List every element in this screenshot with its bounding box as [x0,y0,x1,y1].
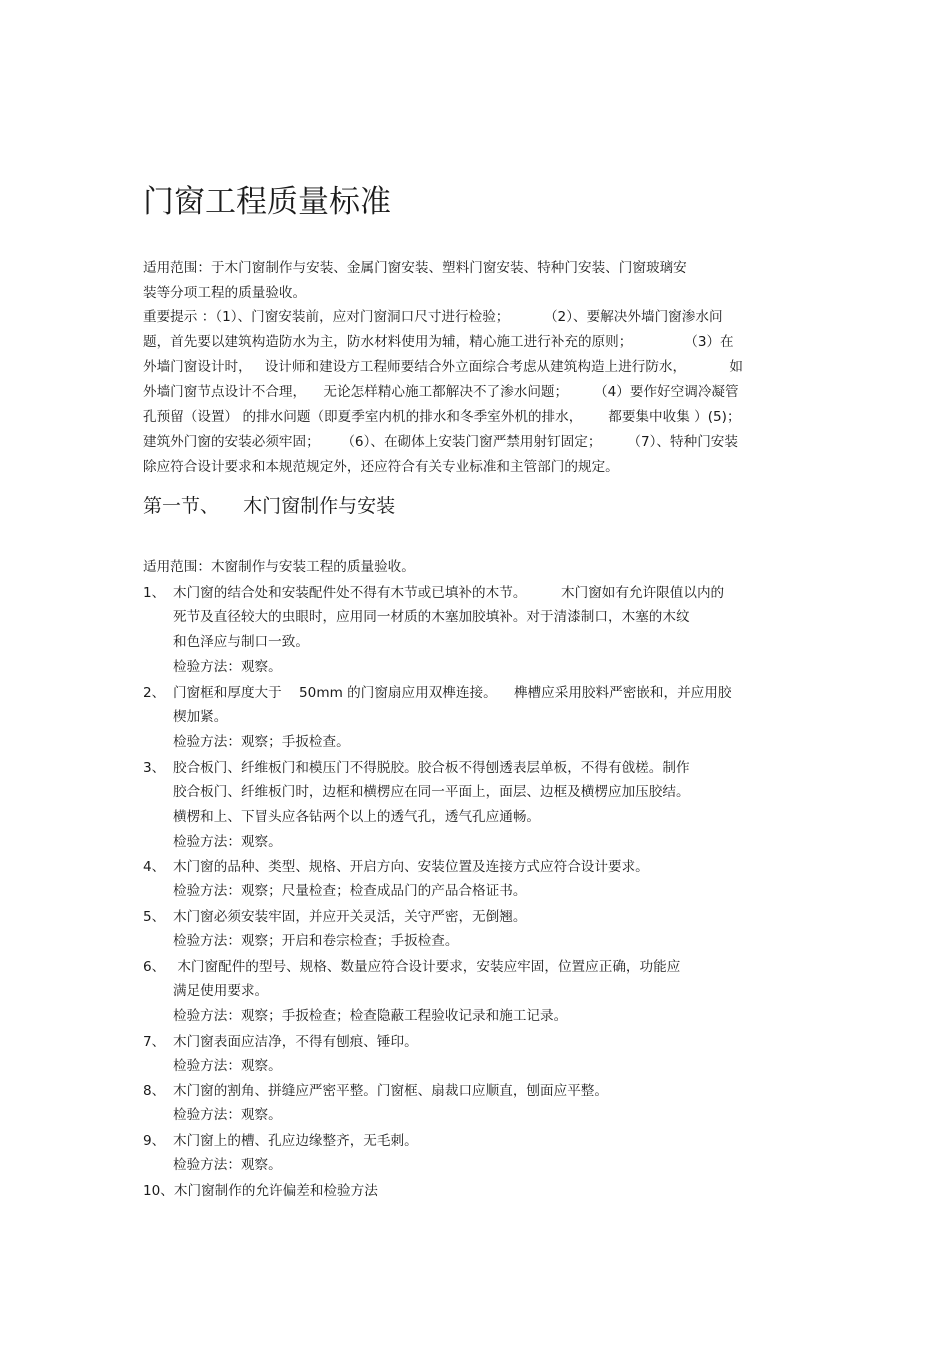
item-line: 木门窗的结合处和安装配件处不得有木节或已填补的木节。 木门窗如有允许限值以内的 [173,585,725,601]
tips-line: 重要提示 ：（1）、门窗安装前，应对门窗洞口尺寸进行检验； （2）、要解决外墙门窗渗水问 [143,309,723,325]
item-line: 木门窗必须安装牢固，并应开关灵活，关守严密，无倒翘。 [173,909,527,925]
tips-line: 外墙门窗设计时， 设计师和建设方工程师要结合外立面综合考虑从建筑构造上进行防水， 如 [143,359,743,375]
item-line: 检验方法：观察；开启和卷宗检查；手扳检查。 [173,933,459,949]
item-number: 4、 [143,859,166,875]
item-line: 检验方法：观察；尺量检查；检查成品门的产品合格证书。 [173,883,527,899]
page-title: 门窗工程质量标准 [143,184,391,220]
tips-line: 孔预留（设置） 的排水问题（即夏季室内机的排水和冬季室外机的排水， 都要集中收集 ）(5)； [143,409,741,425]
section-scope: 适用范围：木窗制作与安装工程的质量验收。 [143,559,415,575]
item-number: 6、 [143,959,166,975]
tips-line: 建筑外门窗的安装必须牢固； （6）、在砌体上安装门窗严禁用射钉固定； （7）、特种门安装 [143,434,738,450]
scope-line: 适用范围：于木门窗制作与安装、金属门窗安装、塑料门窗安装、特种门安装、门窗玻璃安 [143,260,687,276]
item-line: 楔加紧。 [173,709,228,725]
item-line: 检验方法：观察；手扳检查；检查隐蔽工程验收记录和施工记录。 [173,1008,568,1024]
tips-line: 题，首先要以建筑构造防水为主，防水材料使用为辅，精心施工进行补充的原则； （3）在 [143,334,734,350]
tips-line: 除应符合设计要求和本规范规定外，还应符合有关专业标准和主管部门的规定。 [143,459,619,475]
item-line: 木门窗的割角、拼缝应严密平整。门窗框、扇裁口应顺直，刨面应平整。 [173,1083,608,1099]
item-number: 9、 [143,1133,166,1149]
item-line: 胶合板门、纤维板门和模压门不得脱胶。胶合板不得刨透表层单板，不得有戗槎。制作 [173,760,690,776]
item-line: 检验方法：观察。 [173,1107,282,1123]
item-number: 2、 [143,685,166,701]
item-line: 横楞和上、下冒头应各钻两个以上的透气孔，透气孔应通畅。 [173,809,541,825]
item-number: 7、 [143,1034,166,1050]
item-line: 木门窗的品种、类型、规格、开启方向、安装位置及连接方式应符合设计要求。 [173,859,649,875]
item-line: 死节及直径较大的虫眼时，应用同一材质的木塞加胶填补。对于清漆制口，木塞的木纹 [173,609,690,625]
item-number: 8、 [143,1083,166,1099]
item-line: 木门窗上的槽、孔应边缘整齐，无毛刺。 [173,1133,418,1149]
item-line: 胶合板门、纤维板门时，边框和横楞应在同一平面上，面层、边框及横楞应加压胶结。 [173,784,690,800]
item-number: 1、 [143,585,166,601]
item-number: 3、 [143,760,166,776]
item-line: 检验方法：观察。 [173,1157,282,1173]
section-heading: 第一节、 木门窗制作与安装 [143,495,396,517]
item-line: 木门窗表面应洁净，不得有刨痕、锤印。 [173,1034,418,1050]
item-line: 门窗框和厚度大于 50mm 的门窗扇应用双榫连接。 榫槽应采用胶料严密嵌和，并应用胶 [173,685,732,701]
item-line: 检验方法：观察。 [173,1058,282,1074]
scope-line: 装等分项工程的质量验收。 [143,285,307,301]
item-line: 满足使用要求。 [173,983,269,999]
item-10-heading: 10、木门窗制作的允许偏差和检验方法 [143,1183,378,1199]
item-line: 检验方法：观察。 [173,659,282,675]
item-line: 木门窗配件的型号、规格、数量应符合设计要求，安装应牢固，位置应正确，功能应 [173,959,681,975]
item-line: 检验方法：观察；手扳检查。 [173,734,350,750]
item-number: 5、 [143,909,166,925]
tips-line: 外墙门窗节点设计不合理， 无论怎样精心施工都解决不了渗水问题； （4）要作好空调冷凝管 [143,384,739,400]
item-line: 和色泽应与制口一致。 [173,634,309,650]
item-line: 检验方法：观察。 [173,834,282,850]
